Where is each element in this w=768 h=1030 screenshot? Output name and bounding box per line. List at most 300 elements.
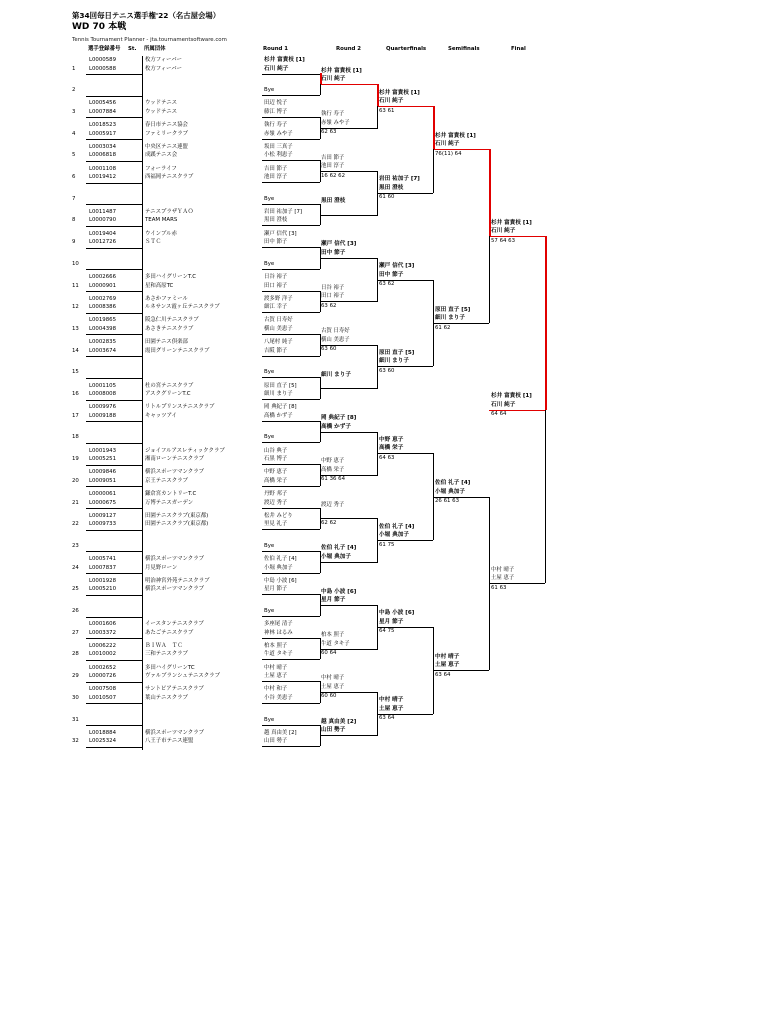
draw-position: 22 xyxy=(72,521,79,528)
player-name: 多座尾 清子 xyxy=(264,621,293,628)
player-name: 小堀 典加子 xyxy=(264,564,293,571)
row-divider xyxy=(86,725,142,726)
r2-score: 60 60 xyxy=(321,693,337,700)
final-line xyxy=(489,583,545,584)
sf-player: 中村 晴子 xyxy=(435,653,460,660)
club-name: 成蹊テニス会 xyxy=(145,152,178,159)
r2-player: 牛道 タキ子 xyxy=(321,640,350,647)
r2-player: 星月 節子 xyxy=(321,597,346,604)
qf-line xyxy=(377,366,433,367)
club-name: テニスプラザＹＡＯ xyxy=(145,208,194,215)
draw-position: 9 xyxy=(72,239,76,246)
final-line xyxy=(489,236,545,237)
player-name: 日谷 裕子 xyxy=(264,274,288,280)
r2-player: 横山 美恵子 xyxy=(321,336,350,343)
r2-line xyxy=(320,171,378,172)
qf-score: 63 61 xyxy=(379,107,395,114)
qf-player: 石川 純子 xyxy=(379,98,404,105)
r2-score: 63 62 xyxy=(321,302,337,309)
player-id: L0006818 xyxy=(89,152,117,159)
r2-connector xyxy=(320,117,321,139)
final-score: 57 64 63 xyxy=(491,237,516,244)
final-player: 土屋 恵子 xyxy=(491,575,515,582)
event-title: WD 70 本戦 xyxy=(72,22,127,32)
draw-position: 31 xyxy=(72,716,79,723)
draw-position: 3 xyxy=(72,108,76,115)
player-id: L0019412 xyxy=(89,174,117,180)
club-column-border xyxy=(142,56,143,750)
player-id: L0002835 xyxy=(89,339,117,346)
r2-player: 小堀 典加子 xyxy=(321,553,351,560)
r2-line xyxy=(320,692,378,693)
qf-player: 土屋 恵子 xyxy=(379,705,404,712)
bye-label: Bye xyxy=(264,195,275,202)
r2-player: 日谷 裕子 xyxy=(321,284,345,291)
row-divider xyxy=(86,96,142,97)
r2-line xyxy=(320,84,378,85)
player-name: 高橋 栄子 xyxy=(264,477,288,484)
row-divider xyxy=(86,334,142,335)
r2-red-connector xyxy=(320,73,322,84)
draw-position: 15 xyxy=(72,369,79,376)
player-id: L0000726 xyxy=(89,673,117,680)
qf-score: 61 60 xyxy=(379,194,395,201)
r2-player: 池田 淳子 xyxy=(321,163,345,170)
player-name: 神林 はるみ xyxy=(264,629,293,636)
r2-line xyxy=(320,735,378,736)
player-id: L0001108 xyxy=(89,165,117,172)
r2-connector xyxy=(320,725,321,747)
r1-line xyxy=(262,139,320,140)
row-divider xyxy=(86,74,142,75)
club-name: あたごテニスクラブ xyxy=(145,629,194,636)
player-name: 岡 典紀子 [8] xyxy=(264,404,297,411)
player-id: L0005456 xyxy=(89,100,117,107)
club-name: ウッドテニス xyxy=(145,108,178,115)
row-divider xyxy=(86,508,142,509)
row-divider xyxy=(86,551,142,552)
player-name: 横山 美恵子 xyxy=(264,325,293,332)
club-name: 枚方フィーバー xyxy=(145,65,183,72)
club-name: 横浜スポーツマンクラブ xyxy=(145,556,204,563)
club-name: ファミリークラブ xyxy=(145,130,189,137)
row-divider xyxy=(86,682,142,683)
player-name: 坂田 三真子 xyxy=(264,143,293,150)
draw-position: 23 xyxy=(72,542,79,549)
club-name: あさかファミール xyxy=(145,295,188,302)
sf-player: 佐伯 礼子 [4] xyxy=(435,480,471,487)
player-name: 原田 直子 [5] xyxy=(264,382,297,389)
club-name: 田園テニスクラブ(東京都) xyxy=(145,521,209,528)
r2-player: 土屋 恵子 xyxy=(321,683,345,690)
player-name: 中村 晴子 xyxy=(264,664,288,671)
club-name: キャッツアイ xyxy=(145,412,177,419)
r1-line xyxy=(262,377,320,378)
sf-line xyxy=(433,323,489,324)
row-divider xyxy=(86,703,142,704)
r2-player: 田口 裕子 xyxy=(321,293,345,300)
qf-connector xyxy=(377,518,378,561)
club-name: 明治神宮外苑テニスクラブ xyxy=(145,577,210,584)
r1-line xyxy=(262,334,320,335)
row-divider xyxy=(86,378,142,379)
draw-position: 32 xyxy=(72,738,79,745)
r1-line xyxy=(262,269,320,270)
player-name: 佐伯 礼子 [4] xyxy=(264,556,297,563)
r2-player: 渡辺 秀子 xyxy=(321,501,345,508)
player-name: 石黒 博子 xyxy=(264,456,288,463)
qf-connector xyxy=(377,605,378,648)
row-divider xyxy=(86,139,142,140)
qf-player: 中野 恵子 xyxy=(379,436,404,443)
player-name: 渡多野 洋子 xyxy=(264,295,293,302)
draw-position: 18 xyxy=(72,434,79,441)
r1-line xyxy=(262,464,320,465)
bye-label: Bye xyxy=(264,87,275,94)
r2-player: 佐伯 礼子 [4] xyxy=(321,545,357,552)
draw-position: 24 xyxy=(72,564,79,571)
draw-position: 29 xyxy=(72,673,79,680)
player-id: L0001105 xyxy=(89,382,117,389)
sf-score: 76(11) 64 xyxy=(435,150,462,157)
player-id: L0005210 xyxy=(89,586,117,593)
club-name: 月見野ローン xyxy=(145,564,178,571)
club-name: ＢＩＷＡ ＴＣ xyxy=(145,642,183,649)
draw-position: 10 xyxy=(72,260,79,267)
r2-line xyxy=(320,345,378,346)
player-name: 小松 利恵子 xyxy=(264,152,293,159)
r2-connector xyxy=(320,334,321,356)
club-name: 万博テニスガーデン xyxy=(145,499,194,506)
player-name: 吉田 節子 xyxy=(264,165,288,172)
r2-connector xyxy=(320,464,321,486)
r1-line xyxy=(262,529,320,530)
r2-connector xyxy=(320,204,321,226)
qf-line xyxy=(377,106,433,107)
r2-connector xyxy=(320,377,321,399)
champion-score: 64 64 xyxy=(491,411,507,418)
tournament-title: 第34回毎日テニス選手権'22（名古屋会場） xyxy=(72,11,221,20)
club-name: 中央区テニス連盟 xyxy=(145,143,188,150)
qf-connector xyxy=(377,692,378,735)
row-divider xyxy=(86,660,142,661)
r2-player: 古賀 日寿好 xyxy=(321,328,350,335)
r1-line xyxy=(262,486,320,487)
row-divider xyxy=(86,595,142,596)
bye-label: Bye xyxy=(264,260,275,267)
row-divider xyxy=(86,573,142,574)
player-name: 黒田 澄枝 xyxy=(264,217,288,224)
draw-position: 14 xyxy=(72,347,79,354)
qf-line xyxy=(377,453,433,454)
player-name: 中島 小波 [6] xyxy=(264,577,297,584)
player-name: 山田 勢子 xyxy=(264,738,288,745)
club-name: ＳＴＣ xyxy=(145,239,162,246)
draw-position: 13 xyxy=(72,325,79,332)
club-name: 田園テニス倶楽部 xyxy=(145,339,188,346)
player-name: 里見 礼子 xyxy=(264,521,288,528)
club-name: TEAM MARS xyxy=(145,217,178,224)
row-divider xyxy=(86,486,142,487)
player-name: 牛道 タキ子 xyxy=(264,651,293,658)
player-id: L0004398 xyxy=(89,325,117,332)
player-id: L0000901 xyxy=(89,282,117,289)
row-divider xyxy=(86,117,142,118)
row-divider xyxy=(86,269,142,270)
club-name: 横浜スポーツマンクラブ xyxy=(145,469,204,476)
row-divider xyxy=(86,530,142,531)
r1-line xyxy=(262,225,320,226)
r2-player: 吉田 節子 xyxy=(321,154,345,161)
sf-player: 石川 純子 xyxy=(435,141,460,148)
sf-line xyxy=(433,670,489,671)
bye-label: Bye xyxy=(264,716,275,723)
r1-line xyxy=(262,160,320,161)
sf-player: 土屋 恵子 xyxy=(435,662,460,669)
player-id: L0011487 xyxy=(89,208,117,215)
player-id: L0005741 xyxy=(89,556,117,563)
club-name: 春日市テニス協会 xyxy=(145,122,188,129)
r2-score: 16 62 62 xyxy=(321,172,346,179)
r2-connector xyxy=(320,551,321,573)
club-name: 霞田グリーンテニスクラブ xyxy=(145,347,210,354)
draw-position: 20 xyxy=(72,477,79,484)
sf-red-connector xyxy=(433,106,435,149)
player-name: 小谷 美恵子 xyxy=(264,694,293,701)
player-id: L0001606 xyxy=(89,621,117,628)
r2-player: 中野 恵子 xyxy=(321,458,345,465)
r1-line xyxy=(262,594,320,595)
r1-line xyxy=(262,95,320,96)
r2-line xyxy=(320,649,378,650)
club-name: 多田ハイグリーンT.C xyxy=(145,274,197,280)
player-id: L0005251 xyxy=(89,456,117,463)
qf-player: 瀬戸 信代 [3] xyxy=(379,263,415,270)
r2-player: 山田 勢子 xyxy=(321,727,346,734)
champion-player: 杉井 富貴枝 [1] xyxy=(491,393,532,400)
r2-score: 62 63 xyxy=(321,129,337,136)
club-name: 阪急仁川テニスクラブ xyxy=(145,317,199,324)
draw-position: 30 xyxy=(72,694,79,701)
qf-line xyxy=(377,714,433,715)
r2-connector xyxy=(320,594,321,616)
player-id: L0009733 xyxy=(89,521,117,528)
col-quarterfinals: Quarterfinals xyxy=(386,46,427,52)
player-id: L0003034 xyxy=(89,143,117,150)
player-id: L0000061 xyxy=(89,491,117,497)
player-name: 渡辺 秀子 xyxy=(264,499,288,506)
player-id: L0000589 xyxy=(89,57,117,63)
player-name: 山谷 典子 xyxy=(264,447,288,454)
player-id: L0019404 xyxy=(89,230,117,237)
qf-player: 原田 直子 [5] xyxy=(379,349,415,356)
r2-player: 細川 まり子 xyxy=(321,371,351,378)
row-divider xyxy=(86,183,142,184)
qf-player: 高橋 栄子 xyxy=(379,445,404,452)
champion-player: 石川 純子 xyxy=(491,401,516,408)
club-name: 田園テニスクラブ(東京都) xyxy=(145,512,209,519)
draw-position: 17 xyxy=(72,412,79,419)
player-name: 岩田 祐加子 [7] xyxy=(264,208,303,215)
sf-player: 原田 直子 [5] xyxy=(435,306,471,313)
draw-position: 7 xyxy=(72,195,76,202)
player-name: 土屋 恵子 xyxy=(264,673,288,680)
club-name: 三和テニスクラブ xyxy=(145,651,188,658)
r2-player: 高橋 栄子 xyxy=(321,466,345,473)
qf-connector xyxy=(377,345,378,388)
r2-connector xyxy=(320,508,321,530)
final-red-connector xyxy=(489,149,491,236)
club-name: サントピアテニスクラブ xyxy=(145,686,204,693)
player-name: 吉阪 節子 xyxy=(264,347,288,354)
r1-line xyxy=(262,312,320,313)
final-player: 杉井 富貴枝 [1] xyxy=(491,219,532,226)
r2-player: 赤嶺 みや子 xyxy=(321,119,350,126)
qf-connector xyxy=(377,171,378,214)
r2-line xyxy=(320,215,378,216)
qf-player: 田中 節子 xyxy=(379,271,404,278)
r1-line xyxy=(262,551,320,552)
club-name: 星和高原TC xyxy=(145,282,174,289)
r2-player: 高橋 かず子 xyxy=(321,423,351,430)
r1-line xyxy=(262,247,320,248)
r2-line xyxy=(320,475,378,476)
player-id: L0003674 xyxy=(89,347,117,354)
final-player: 中村 晴子 xyxy=(491,566,515,573)
row-divider xyxy=(86,291,142,292)
player-name: 高橋 かず子 xyxy=(264,412,293,419)
r2-player: 石川 純子 xyxy=(321,76,346,83)
player-id: L0001928 xyxy=(89,577,117,584)
player-name: 古賀 日寿好 xyxy=(264,317,293,324)
qf-player: 黒田 澄枝 xyxy=(379,184,404,191)
row-divider xyxy=(86,465,142,466)
draw-position: 4 xyxy=(72,130,76,137)
qf-score: 61 75 xyxy=(379,541,395,548)
final-player: 石川 純子 xyxy=(491,228,516,235)
draw-position: 5 xyxy=(72,152,76,159)
r2-score: 61 36 64 xyxy=(321,476,346,483)
player-name: 瀬戸 信代 [3] xyxy=(264,230,297,237)
player-id: L0000790 xyxy=(89,217,117,224)
row-divider xyxy=(86,443,142,444)
player-id: L0009976 xyxy=(89,404,117,411)
qf-line xyxy=(377,540,433,541)
player-id: L0003372 xyxy=(89,629,117,636)
bye-label: Bye xyxy=(264,434,275,441)
sf-score: 61 62 xyxy=(435,324,451,331)
player-id: L0007837 xyxy=(89,564,117,571)
r1-line xyxy=(262,659,320,660)
col-id: 選手登録番号 xyxy=(88,46,121,52)
r2-player: 黒田 澄枝 xyxy=(321,198,346,205)
champion-red-connector xyxy=(545,236,547,410)
r1-line xyxy=(262,508,320,509)
player-id: L0002769 xyxy=(89,295,117,302)
player-name: 越 真由美 [2] xyxy=(264,729,297,736)
r2-line xyxy=(320,562,378,563)
r2-connector xyxy=(320,638,321,660)
qf-score: 63 64 xyxy=(379,715,395,722)
draw-position: 19 xyxy=(72,456,79,463)
player-id: L0009127 xyxy=(89,512,117,519)
draw-position: 21 xyxy=(72,499,79,506)
row-divider xyxy=(86,400,142,401)
draw-position: 1 xyxy=(72,65,76,72)
r1-line xyxy=(262,573,320,574)
col-round1: Round 1 xyxy=(263,46,289,52)
club-name: 枚方フィーバー xyxy=(145,57,183,63)
r2-line xyxy=(320,605,378,606)
sf-connector xyxy=(433,453,434,540)
r1-line xyxy=(262,638,320,639)
club-name: 葉山テニスクラブ xyxy=(145,694,188,701)
player-id: L0018884 xyxy=(89,729,117,736)
r2-player: 越 真由美 [2] xyxy=(321,718,357,725)
final-score: 61 63 xyxy=(491,584,507,591)
bye-label: Bye xyxy=(264,369,275,376)
qf-line xyxy=(377,627,433,628)
player-name: 杉井 富貴枝 [1] xyxy=(264,57,305,63)
draw-position: 2 xyxy=(72,87,76,94)
player-name: 田中 節子 xyxy=(264,239,288,246)
player-id: L0008008 xyxy=(89,391,117,397)
club-name: 鎌倉宮カントリーT.C xyxy=(145,491,197,497)
player-name: 星月 節子 xyxy=(264,586,288,593)
r1-line xyxy=(262,182,320,183)
r2-connector xyxy=(320,681,321,703)
r2-line xyxy=(320,432,378,433)
r2-line xyxy=(320,258,378,259)
r2-player: 執行 寿子 xyxy=(321,111,345,118)
r2-player: 瀬戸 信代 [3] xyxy=(321,241,357,248)
club-name: ジョイフルアスレティッククラブ xyxy=(145,447,225,454)
player-id: L0009188 xyxy=(89,412,117,419)
club-name: 八王子市テニス連盟 xyxy=(145,738,194,745)
r2-player: 中島 小波 [6] xyxy=(321,588,357,595)
champion-line xyxy=(489,410,545,412)
player-id: L0009846 xyxy=(89,469,117,476)
r1-line xyxy=(262,616,320,617)
club-name: 多田ハイグリーンTC xyxy=(145,664,195,671)
club-name: ウッドテニス xyxy=(145,100,178,107)
qf-player: 細川 まり子 xyxy=(379,358,409,365)
club-name: 湘南ローンテニスクラブ xyxy=(145,456,204,463)
player-id: L0009051 xyxy=(89,477,117,484)
player-id: L0007508 xyxy=(89,686,117,693)
qf-player: 佐伯 礼子 [4] xyxy=(379,523,415,530)
draw-position: 6 xyxy=(72,174,76,180)
r2-line xyxy=(320,518,378,519)
player-name: 池田 淳子 xyxy=(264,174,288,180)
sf-player: 杉井 富貴枝 [1] xyxy=(435,132,476,139)
qf-player: 小堀 典加子 xyxy=(379,532,409,539)
row-divider xyxy=(86,313,142,314)
r1-line xyxy=(262,399,320,400)
row-divider xyxy=(86,248,142,249)
sf-score: 26 61 63 xyxy=(435,498,460,505)
final-connector xyxy=(489,497,490,671)
r1-line xyxy=(262,356,320,357)
club-name: 杜の宮テニスクラブ xyxy=(145,382,194,389)
player-id: L0010002 xyxy=(89,651,117,658)
r2-line xyxy=(320,388,378,389)
qf-player: 杉井 富貴枝 [1] xyxy=(379,89,420,96)
qf-red-connector xyxy=(377,84,379,106)
club-name: アスクグリーンT.C xyxy=(145,391,191,397)
player-id: L0002652 xyxy=(89,664,117,671)
r1-line xyxy=(262,703,320,704)
